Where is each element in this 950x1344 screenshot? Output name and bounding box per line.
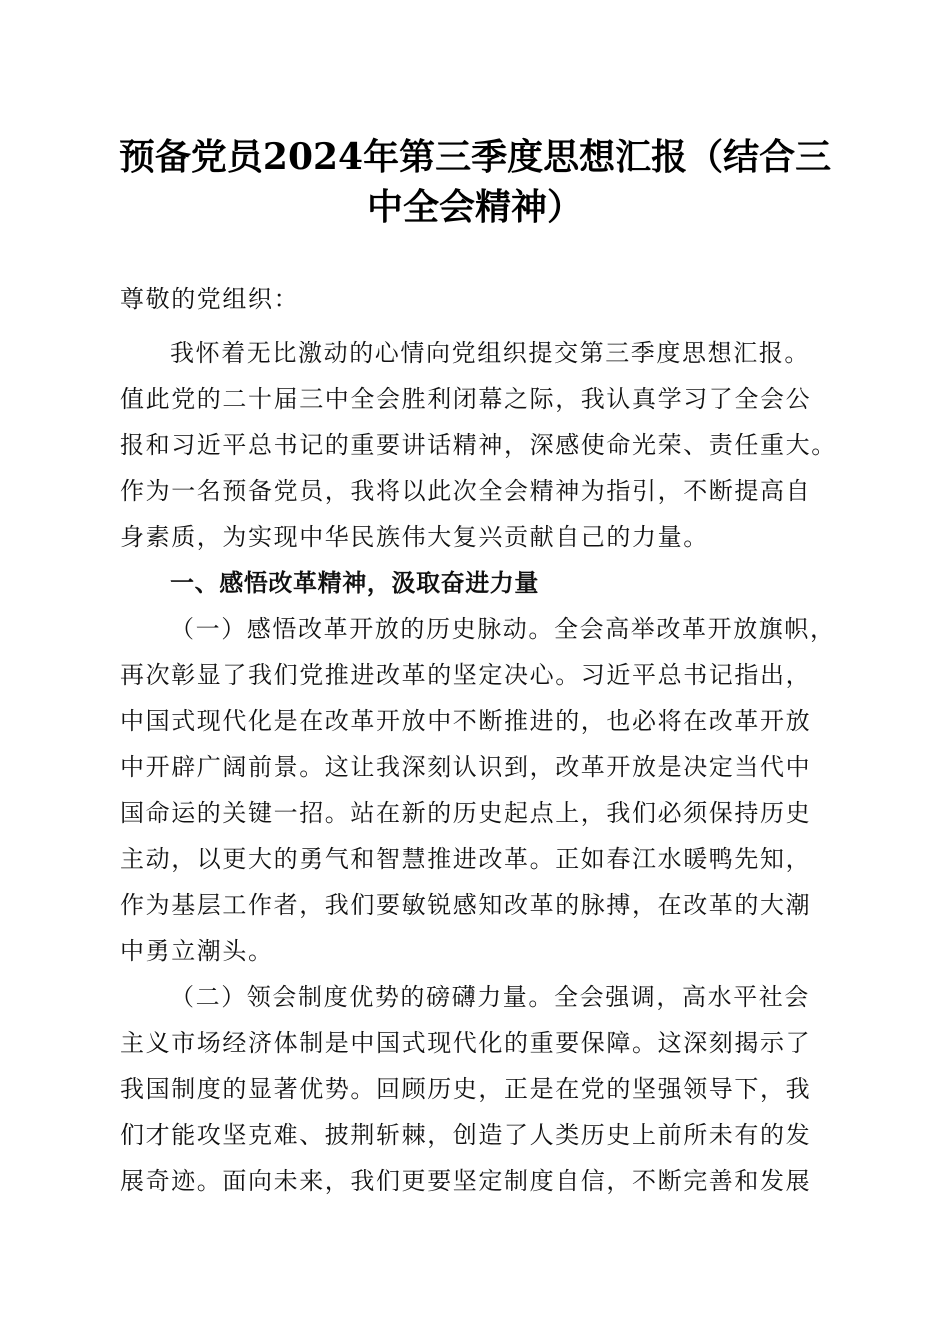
paragraph-2 <box>120 974 840 1204</box>
paragraph-line: 值此党的二十届三中全会胜利闭幕之际，我认真学习了全会公 <box>120 385 812 413</box>
paragraph-line: 中开辟广阔前景。这让我深刻认识到，改革开放是决定当代中 <box>120 753 812 781</box>
paragraph-line: 国命运的关键一招。站在新的历史起点上，我们必须保持历史 <box>120 799 812 827</box>
paragraph-line: 再次彰显了我们党推进改革的坚定决心。习近平总书记指出， <box>120 661 812 689</box>
title-line-2: 中全会精神） <box>366 186 583 228</box>
paragraph-line: 中国式现代化是在改革开放中不断推进的，也必将在改革开放 <box>120 707 812 735</box>
paragraph-line: 们才能攻坚克难、披荆斩棘，创造了人类历史上前所未有的发 <box>120 1121 812 1149</box>
section-heading: 一、感悟改革精神，汲取奋进力量 <box>170 569 539 597</box>
paragraph-line: 中勇立潮头。 <box>120 937 274 965</box>
paragraph-line: 我怀着无比激动的心情向党组织提交第三季度思想汇报。 <box>170 339 810 367</box>
salutation: 尊敬的党组织： <box>120 285 300 313</box>
paragraph-1 <box>120 606 840 974</box>
paragraph-intro <box>120 330 840 560</box>
document-title <box>110 132 840 232</box>
paragraph-line: （二）领会制度优势的磅礴力量。全会强调，高水平社会 <box>170 983 810 1011</box>
paragraph-line: 身素质，为实现中华民族伟大复兴贡献自己的力量。 <box>120 523 709 551</box>
paragraph-line: 作为一名预备党员，我将以此次全会精神为指引，不断提高自 <box>120 477 812 505</box>
paragraph-line: 报和习近平总书记的重要讲话精神，深感使命光荣、责任重大。 <box>120 431 837 459</box>
document-body <box>120 276 840 1204</box>
paragraph-line: 展奇迹。面向未来，我们更要坚定制度自信，不断完善和发展 <box>120 1167 812 1195</box>
paragraph-line: 作为基层工作者，我们要敏锐感知改革的脉搏，在改革的大潮 <box>120 891 812 919</box>
title-line-1: 预备党员2024年第三季度思想汇报（结合三 <box>118 136 832 178</box>
paragraph-line: 我国制度的显著优势。回顾历史，正是在党的坚强领导下，我 <box>120 1075 812 1103</box>
paragraph-line: 主义市场经济体制是中国式现代化的重要保障。这深刻揭示了 <box>120 1029 812 1057</box>
paragraph-line: 主动，以更大的勇气和智慧推进改革。正如春江水暖鸭先知， <box>120 845 812 873</box>
paragraph-line: （一）感悟改革开放的历史脉动。全会高举改革开放旗帜， <box>170 615 836 643</box>
